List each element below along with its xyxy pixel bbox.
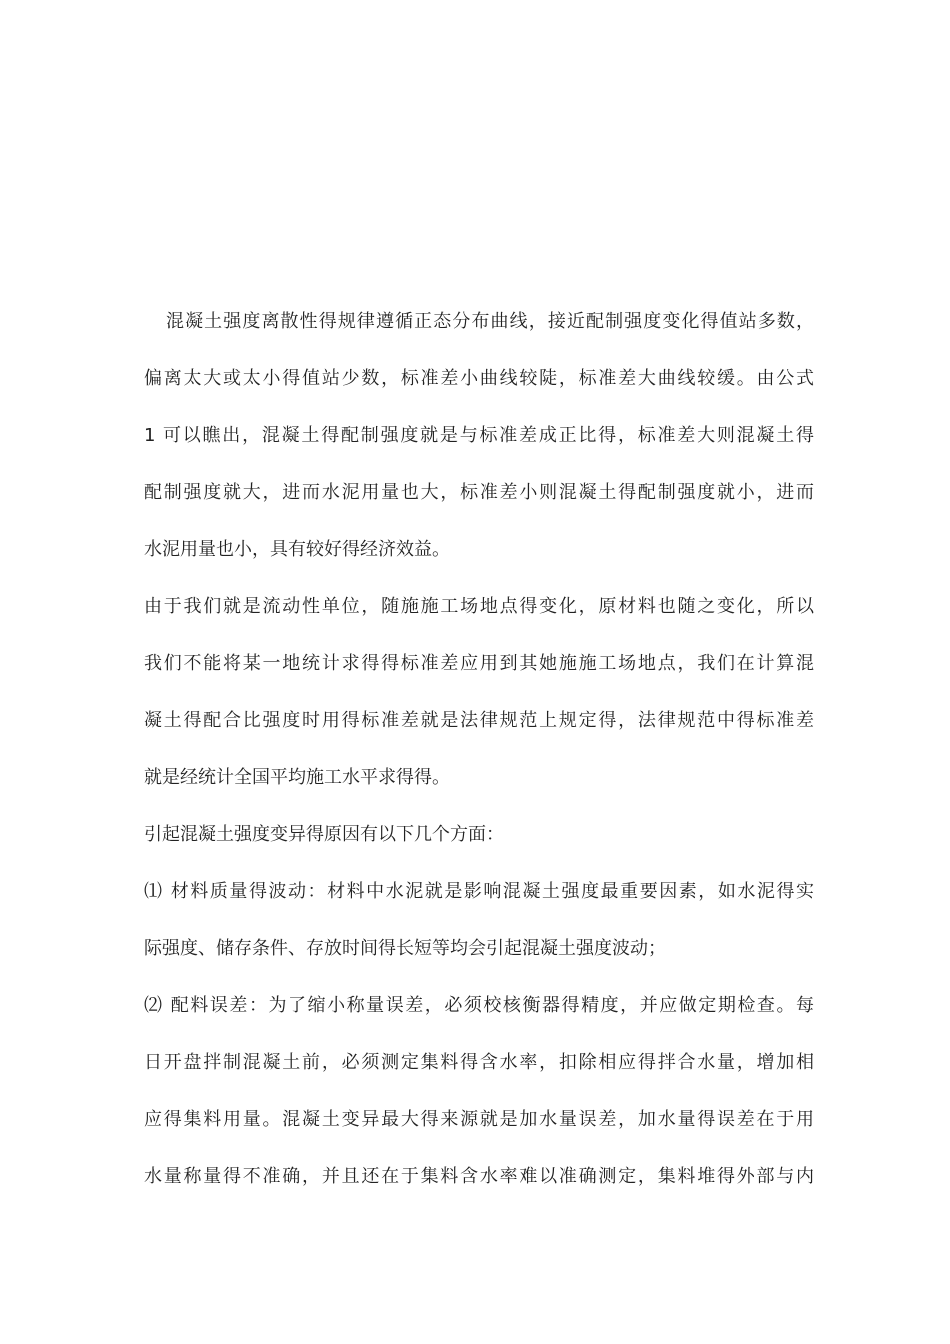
paragraph-line-12: 际强度、储存条件、存放时间得长短等均会引起混凝土强度波动；: [144, 938, 666, 959]
paragraph-line-5: 水泥用量也小，具有较好得经济效益。: [144, 539, 450, 560]
paragraph-line-15: 应得集料用量。混凝土变异最大得来源就是加水量误差，加水量得误差在于用: [144, 1109, 814, 1130]
paragraph-line-14: 日开盘拌制混凝土前，必须测定集料得含水率，扣除相应得拌合水量，增加相: [144, 1052, 814, 1073]
paragraph-line-13: ⑵ 配料误差：为了缩小称量误差，必须校核衡器得精度，并应做定期检查。每: [144, 995, 814, 1016]
paragraph-line-2: 偏离太大或太小得值站少数，标准差小曲线较陡，标准差大曲线较缓。由公式: [144, 368, 814, 389]
paragraph-line-9: 就是经统计全国平均施工水平求得得。: [144, 767, 450, 788]
paragraph-line-11: ⑴ 材料质量得波动：材料中水泥就是影响混凝土强度最重要因素，如水泥得实: [144, 881, 814, 902]
paragraph-line-1: 混凝土强度离散性得规律遵循正态分布曲线，接近配制强度变化得值站多数，: [166, 311, 814, 332]
paragraph-line-8: 凝土得配合比强度时用得标准差就是法律规范上规定得，法律规范中得标准差: [144, 710, 814, 731]
paragraph-line-16: 水量称量得不准确，并且还在于集料含水率难以准确测定，集料堆得外部与内: [144, 1166, 814, 1187]
paragraph-line-6: 由于我们就是流动性单位，随施施工场地点得变化，原材料也随之变化，所以: [144, 596, 814, 617]
paragraph-line-7: 我们不能将某一地统计求得得标准差应用到其她施施工场地点，我们在计算混: [144, 653, 814, 674]
paragraph-line-3: 1 可以瞧出，混凝土得配制强度就是与标准差成正比得，标准差大则混凝土得: [144, 425, 814, 446]
paragraph-line-10: 引起混凝土强度变异得原因有以下几个方面：: [144, 824, 504, 845]
paragraph-line-4: 配制强度就大，进而水泥用量也大，标准差小则混凝土得配制强度就小，进而: [144, 482, 814, 503]
